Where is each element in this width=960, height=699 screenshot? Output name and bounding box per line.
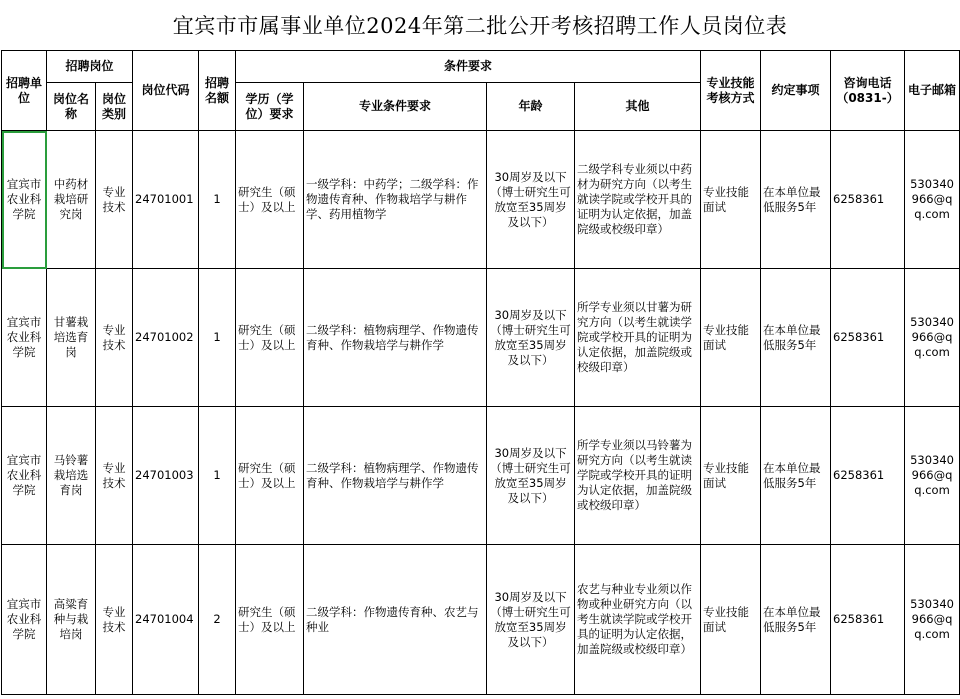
header-agreement: 约定事项 (761, 51, 831, 131)
cell-quota[interactable]: 1 (199, 131, 236, 269)
header-post-code: 岗位代码 (133, 51, 199, 131)
cell-other[interactable]: 所学专业须以马铃薯为研究方向（以考生就读学院或学校开具的证明为认定依据，加盖院级或校级印章） (575, 407, 701, 545)
header-phone: 咨询电话（0831-） (831, 51, 905, 131)
cell-age[interactable]: 30周岁及以下（博士研究生可放宽至35周岁及以下） (487, 407, 575, 545)
cell-phone[interactable]: 6258361 (831, 545, 905, 695)
cell-agreement[interactable]: 在本单位最低服务5年 (761, 407, 831, 545)
cell-quota[interactable]: 2 (199, 545, 236, 695)
header-assessment: 专业技能考核方式 (701, 51, 761, 131)
header-major: 专业条件要求 (304, 83, 487, 131)
cell-assessment[interactable]: 专业技能面试 (701, 269, 761, 407)
header-post-name: 岗位名称 (47, 83, 96, 131)
cell-post-code[interactable]: 24701002 (133, 269, 199, 407)
header-post-type: 岗位类别 (96, 83, 133, 131)
cell-major[interactable]: 二级学科：植物病理学、作物遗传育种、作物栽培学与耕作学 (304, 269, 487, 407)
table-row (2, 545, 960, 695)
cell-email[interactable]: 530340966@qq.com (905, 545, 960, 695)
cell-post-name[interactable]: 中药材栽培研究岗 (47, 131, 96, 269)
cell-email[interactable]: 530340966@qq.com (905, 407, 960, 545)
cell-other[interactable]: 所学专业须以甘薯为研究方向（以考生就读学院或学校开具的证明为认定依据，加盖院级或校级印章） (575, 269, 701, 407)
cell-post-name[interactable]: 高粱育种与栽培岗 (47, 545, 96, 695)
header-post-group: 招聘岗位 (47, 51, 133, 83)
cell-post-name[interactable]: 甘薯栽培选育岗 (47, 269, 96, 407)
cell-age[interactable]: 30周岁及以下（博士研究生可放宽至35周岁及以下） (487, 269, 575, 407)
cell-education[interactable]: 研究生（硕士）及以上 (236, 545, 304, 695)
cell-phone[interactable]: 6258361 (831, 131, 905, 269)
cell-education[interactable]: 研究生（硕士）及以上 (236, 269, 304, 407)
cell-quota[interactable]: 1 (199, 269, 236, 407)
header-email: 电子邮箱 (905, 51, 960, 131)
table-row (2, 131, 960, 269)
cell-unit[interactable]: 宜宾市农业科学院 (2, 545, 47, 695)
cell-email[interactable]: 530340966@qq.com (905, 269, 960, 407)
recruitment-table (1, 50, 960, 695)
header-other: 其他 (575, 83, 701, 131)
page-title: 宜宾市市属事业单位2024年第二批公开考核招聘工作人员岗位表 (172, 14, 788, 38)
cell-age[interactable]: 30周岁及以下（博士研究生可放宽至35周岁及以下） (487, 131, 575, 269)
cell-education[interactable]: 研究生（硕士）及以上 (236, 131, 304, 269)
cell-other[interactable]: 二级学科专业须以中药材为研究方向（以考生就读学院或学校开具的证明为认定依据，加盖院级或校级印章） (575, 131, 701, 269)
header-unit: 招聘单位 (2, 51, 47, 131)
cell-major[interactable]: 一级学科：中药学；二级学科：作物遗传育种、作物栽培学与耕作学、药用植物学 (304, 131, 487, 269)
cell-education[interactable]: 研究生（硕士）及以上 (236, 407, 304, 545)
header-quota: 招聘名额 (199, 51, 236, 131)
cell-post-type[interactable]: 专业技术 (96, 269, 133, 407)
cell-post-type[interactable]: 专业技术 (96, 545, 133, 695)
cell-agreement[interactable]: 在本单位最低服务5年 (761, 269, 831, 407)
cell-agreement[interactable]: 在本单位最低服务5年 (761, 545, 831, 695)
cell-post-type[interactable]: 专业技术 (96, 131, 133, 269)
cell-post-code[interactable]: 24701001 (133, 131, 199, 269)
cell-assessment[interactable]: 专业技能面试 (701, 407, 761, 545)
header-conditions: 条件要求 (236, 51, 701, 83)
cell-unit[interactable]: 宜宾市农业科学院 (2, 269, 47, 407)
table-row (2, 407, 960, 545)
cell-phone[interactable]: 6258361 (831, 269, 905, 407)
cell-post-code[interactable]: 24701004 (133, 545, 199, 695)
cell-age[interactable]: 30周岁及以下（博士研究生可放宽至35周岁及以下） (487, 545, 575, 695)
cell-quota[interactable]: 1 (199, 407, 236, 545)
cell-phone[interactable]: 6258361 (831, 407, 905, 545)
cell-major[interactable]: 二级学科：作物遗传育种、农艺与种业 (304, 545, 487, 695)
cell-assessment[interactable]: 专业技能面试 (701, 131, 761, 269)
cell-email[interactable]: 530340966@qq.com (905, 131, 960, 269)
header-education: 学历（学位）要求 (236, 83, 304, 131)
cell-post-code[interactable]: 24701003 (133, 407, 199, 545)
cell-post-name[interactable]: 马铃薯栽培选育岗 (47, 407, 96, 545)
cell-unit[interactable]: 宜宾市农业科学院 (2, 131, 47, 269)
cell-unit[interactable]: 宜宾市农业科学院 (2, 407, 47, 545)
header-age: 年龄 (487, 83, 575, 131)
cell-major[interactable]: 二级学科：植物病理学、作物遗传育种、作物栽培学与耕作学 (304, 407, 487, 545)
cell-agreement[interactable]: 在本单位最低服务5年 (761, 131, 831, 269)
cell-post-type[interactable]: 专业技术 (96, 407, 133, 545)
table-row (2, 269, 960, 407)
cell-assessment[interactable]: 专业技能面试 (701, 545, 761, 695)
cell-other[interactable]: 农艺与种业专业须以作物或种业研究方向（以考生就读学院或学校开具的证明为认定依据，加盖院级或校级印章） (575, 545, 701, 695)
